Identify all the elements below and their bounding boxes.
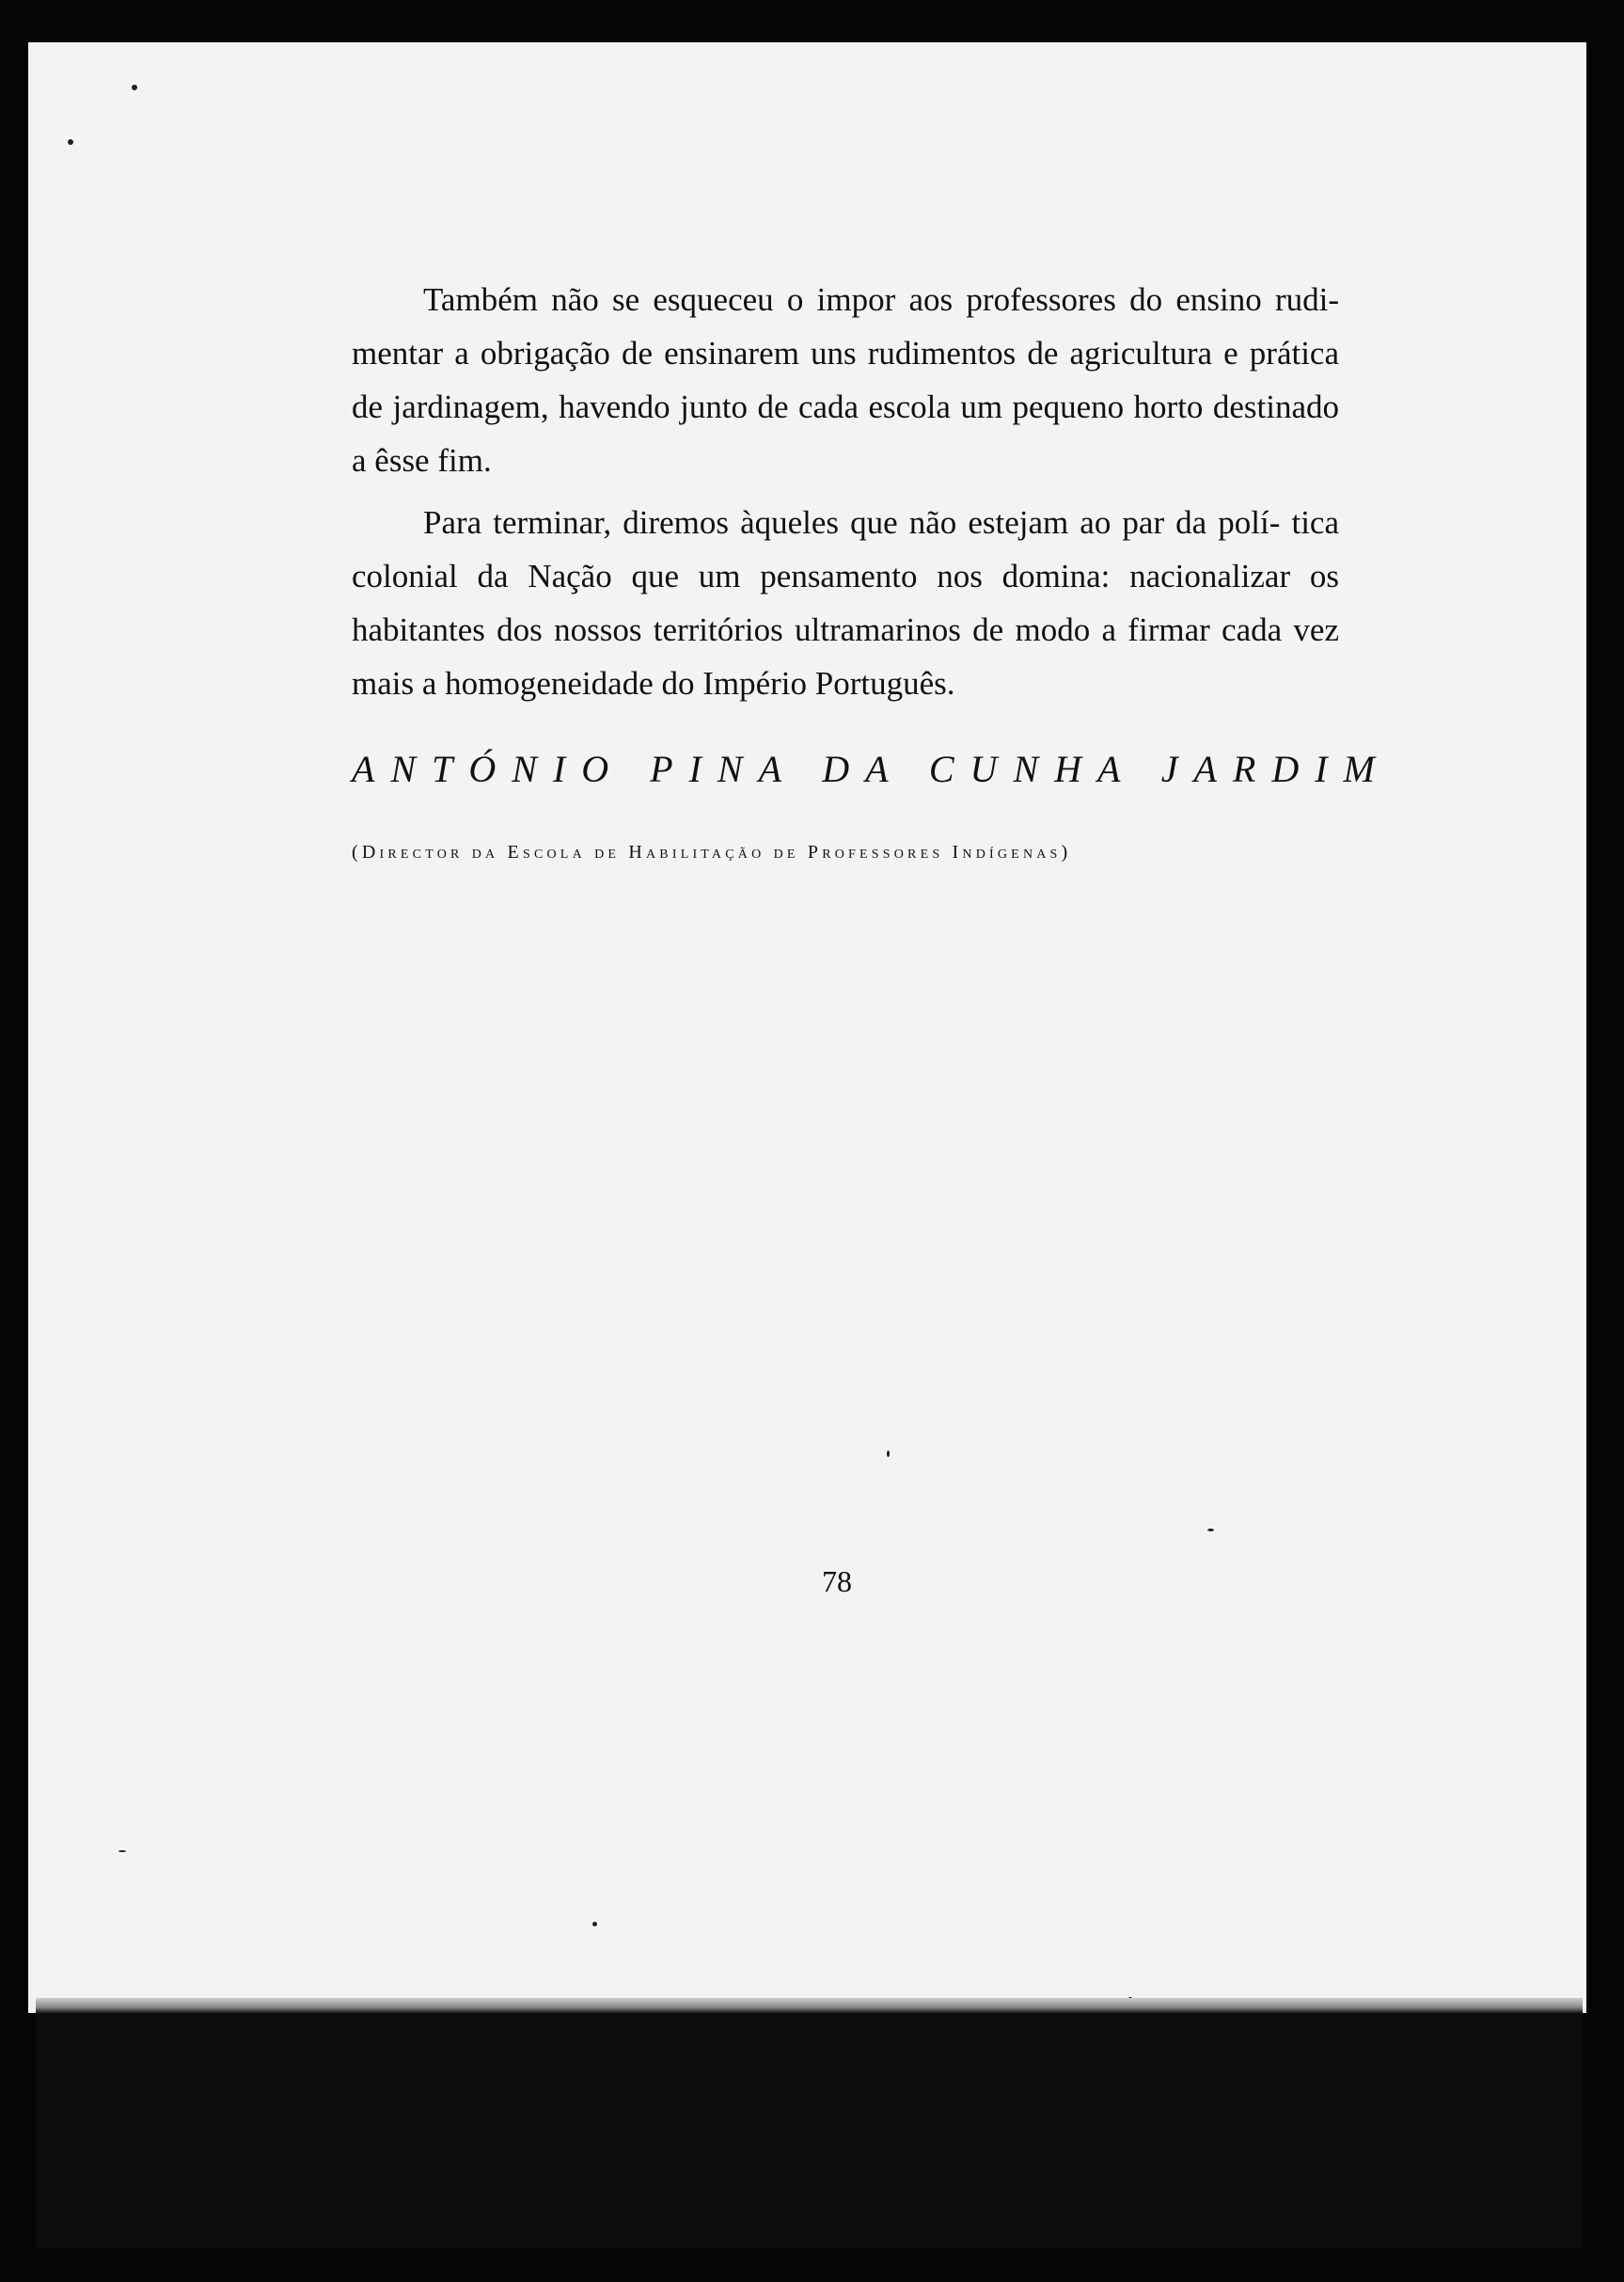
author-role: (Director da Escola de Habilitação de Professores Indígenas) xyxy=(352,842,1072,863)
scan-speck xyxy=(592,1922,597,1926)
author-signature: ANTÓNIO PINA DA CUNHA JARDIM xyxy=(352,748,1391,790)
scan-speck xyxy=(887,1450,890,1457)
page-number: 78 xyxy=(822,1564,852,1598)
scan-speck xyxy=(68,139,73,145)
scan-bottom-band xyxy=(36,2013,1583,2248)
body-paragraph xyxy=(352,496,1339,710)
paragraph-text: Também não se esqueceu o impor aos professores do ensino rudi- mentar a obrigação de ensinarem uns rudimentos de agricultura e prática de jardinagem, havendo junto de cada escola um pequeno horto destinado a êsse fim. xyxy=(352,281,1339,479)
paragraph-text: Para terminar, diremos àqueles que não estejam ao par da polí- tica colonial da Nação que um pensamento nos domina: nacionalizar os habitantes dos nossos territórios ultramarinos de modo a firmar cada vez mais a homogeneidade do Império Português. xyxy=(352,504,1339,702)
body-paragraph xyxy=(352,273,1339,487)
scan-speck xyxy=(132,85,137,90)
page-bottom-edge xyxy=(36,1998,1583,2013)
scan-speck xyxy=(1207,1529,1214,1531)
scan-speck xyxy=(118,1850,126,1852)
